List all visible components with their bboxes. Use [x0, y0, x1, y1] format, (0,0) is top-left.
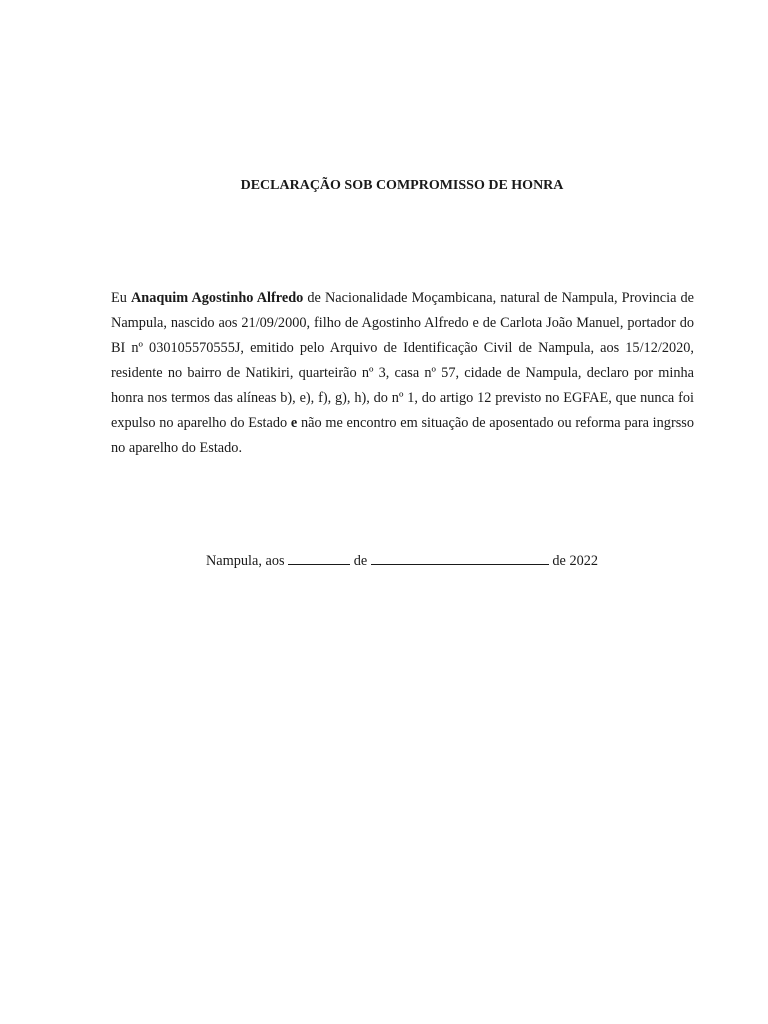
declaration-text-part1: de Nacionalidade Moçambicana, natural de Nampula, Provincia de Nampula, nascido aos 21/09/2000, filho de Agostinho Alfredo e de Carlota João Manuel, portador do BI nº 030105570555J, emitido pelo Arquivo de Identificação Civil de Nampula, aos 15/12/2020, residente no bairro de Natikiri, quarteirão nº 3, casa nº 57, cidade de Nampula, declaro por minha honra nos termos das alíneas b), e), f), g), h), do nº 1, do artigo 12 previsto no EGFAE, que nunca foi expulso no aparelho do Estado	[111, 290, 694, 431]
day-blank-line	[288, 552, 350, 565]
declarant-name: Anaquim Agostinho Alfredo	[130, 290, 304, 306]
date-line	[0, 552, 768, 570]
document-title: DECLARAÇÃO SOB COMPROMISSO DE HONRA	[240, 178, 564, 193]
date-middle: de	[350, 553, 371, 569]
date-prefix: Nampula, aos	[205, 553, 289, 569]
bold-conjunction: e	[290, 415, 298, 431]
date-suffix: de 2022	[548, 553, 599, 569]
month-blank-line	[371, 552, 549, 565]
declaration-paragraph	[111, 286, 694, 461]
declaration-text-part2: não me encontro em situação de aposentado ou reforma para ingrsso no aparelho do Estado.	[111, 415, 694, 456]
intro-text: Eu	[111, 290, 131, 306]
